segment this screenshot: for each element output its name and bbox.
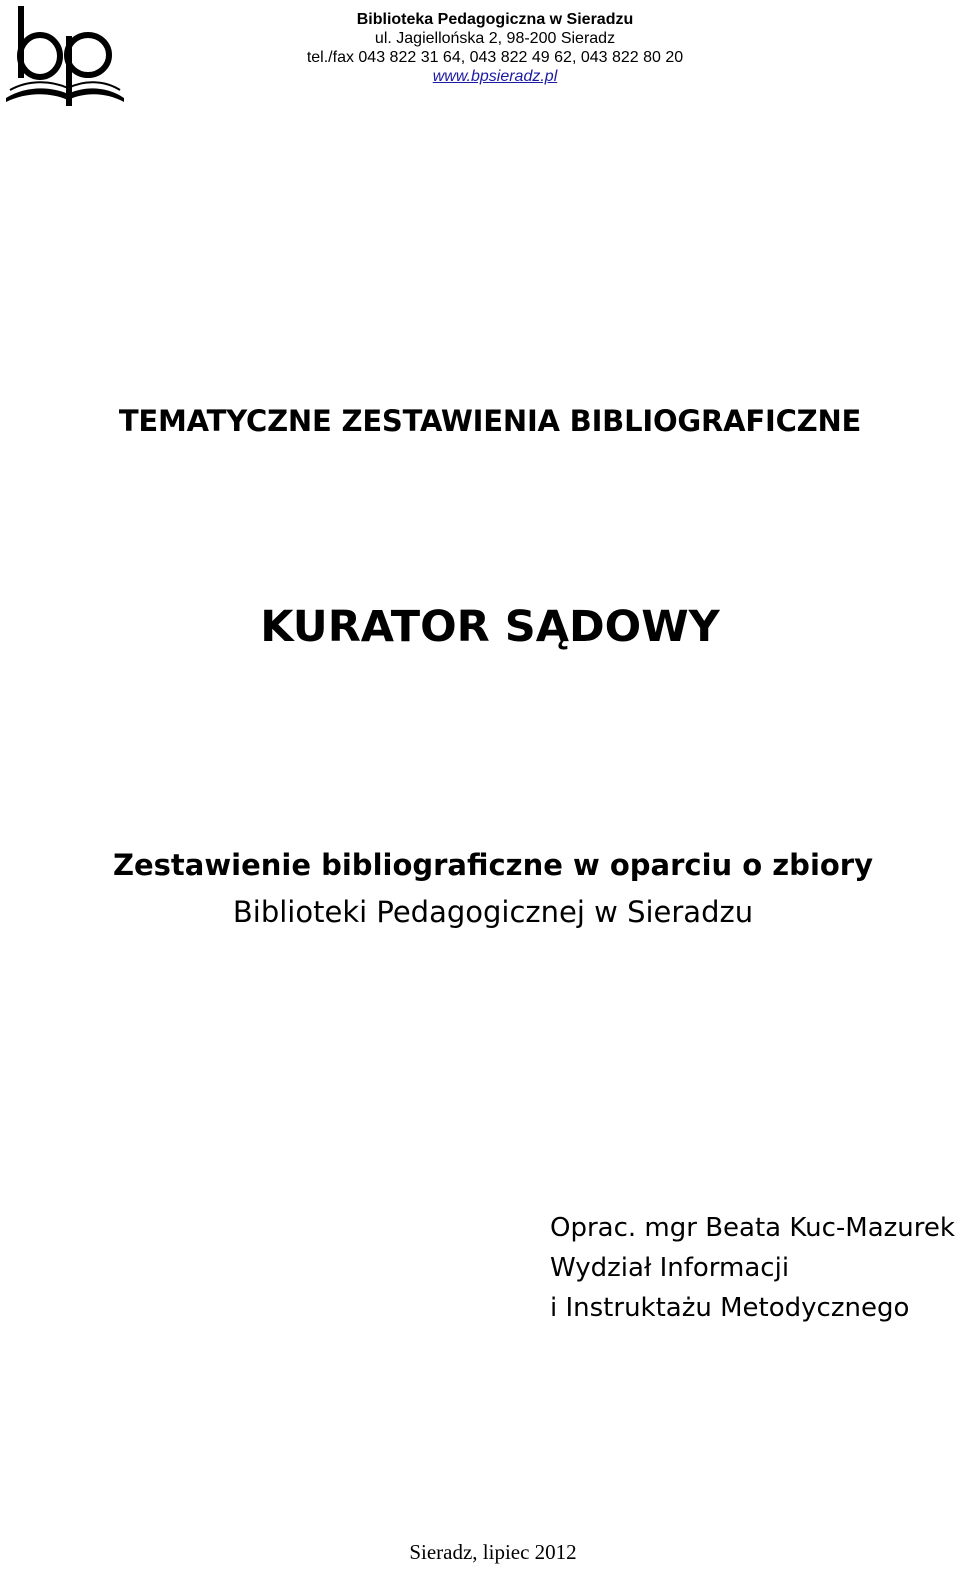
library-address: ul. Jagiellońska 2, 98-200 Sieradz	[374, 30, 616, 47]
library-website-link[interactable]: www.bpsieradz.pl	[432, 68, 558, 85]
author-line-1: Oprac. mgr Beata Kuc-Mazurek	[550, 1213, 955, 1243]
subtitle	[0, 842, 960, 936]
subtitle-line-1: Zestawienie bibliograficzne w oparciu o zbiory	[112, 848, 874, 882]
place-date-footer: Sieradz, lipiec 2012	[409, 1540, 577, 1564]
library-name: Biblioteka Pedagogiczna w Sieradzu	[356, 11, 634, 28]
author-line-2: Wydział Informacji	[550, 1253, 790, 1283]
author-block	[550, 1208, 960, 1328]
library-header	[250, 10, 740, 86]
subtitle-line-2: Biblioteki Pedagogicznej w Sieradzu	[232, 895, 754, 929]
main-title: KURATOR SĄDOWY	[260, 602, 720, 652]
author-line-3: i Instruktażu Metodycznego	[550, 1293, 910, 1323]
bp-book-logo-icon	[2, 2, 126, 110]
library-phone: tel./fax 043 822 31 64, 043 822 49 62, 043 822 80 20	[306, 49, 684, 66]
series-title: TEMATYCZNE ZESTAWIENIA BIBLIOGRAFICZNE	[118, 404, 862, 438]
